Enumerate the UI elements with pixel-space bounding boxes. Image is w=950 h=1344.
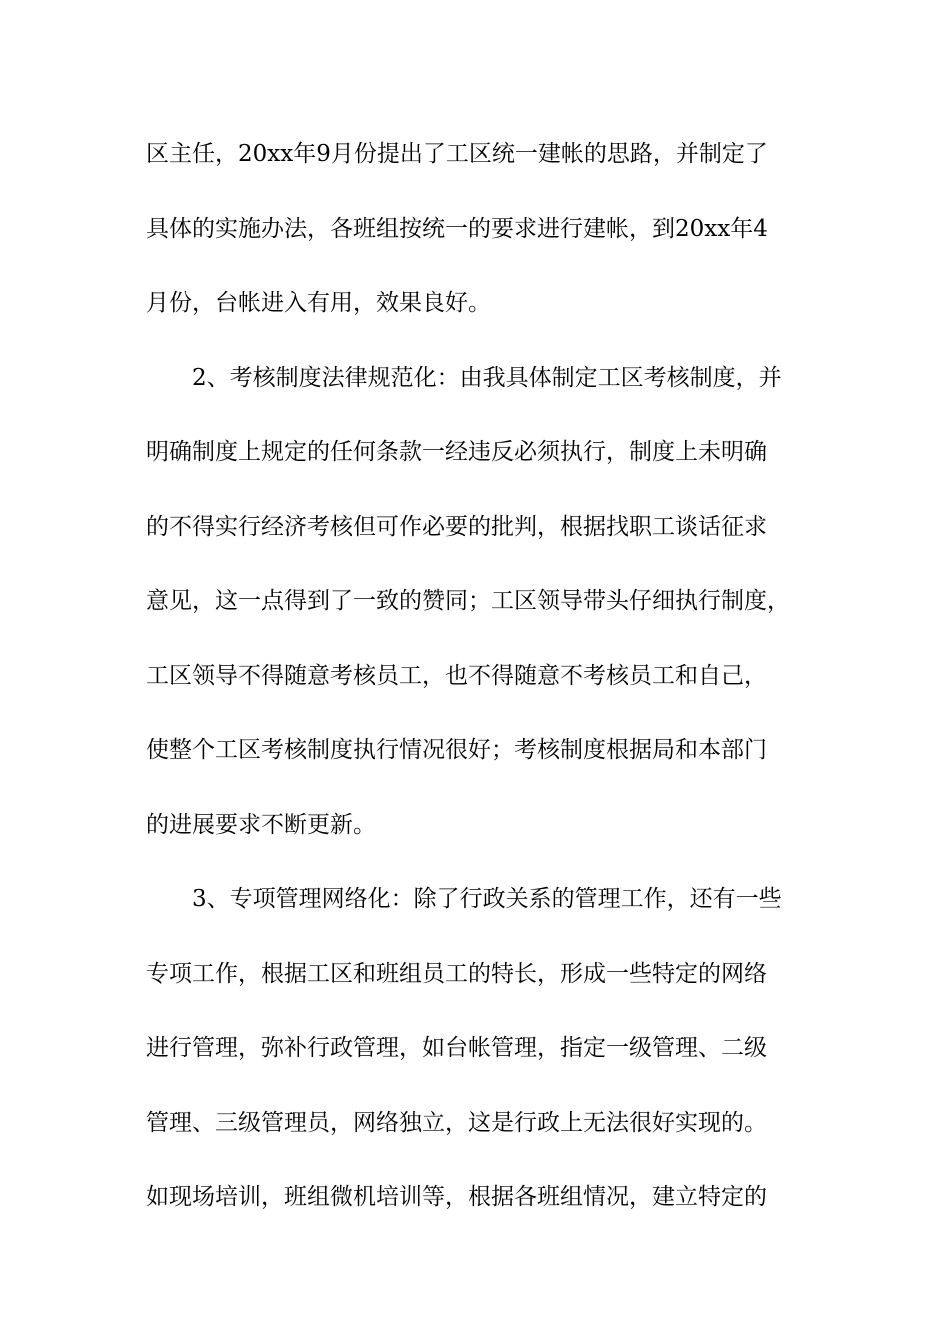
text-line: 如现场培训，班组微机培训等，根据各班组情况，建立特定的 [146,1184,767,1210]
text-line: 区主任，20xx年9月份提出了工区统一建帐的思路，并制定了 [146,141,768,167]
text-line: 意见，这一点得到了一致的赞同；工区领导带头仔细执行制度， [146,588,790,614]
text-line: 工区领导不得随意考核员工，也不得随意不考核员工和自己， [146,662,767,689]
text-line: 使整个工区考核制度执行情况很好；考核制度根据局和本部门 [146,737,767,763]
text-line: 进行管理，弥补行政管理，如台帐管理，指定一级管理、二级 [146,1035,767,1061]
text-line: 明确制度上规定的任何条款一经违反必须执行，制度上未明确 [146,439,767,465]
text-line: 管理、三级管理员，网络独立，这是行政上无法很好实现的。 [146,1109,767,1136]
text-line: 具体的实施办法，各班组按统一的要求进行建帐，到20xx年4 [146,215,768,242]
paragraph-start-line: 2、考核制度法律规范化：由我具体制定工区考核制度，并 [192,364,782,391]
text-line: 月份，台帐进入有用，效果良好。 [146,290,491,316]
paragraph-start-line: 3、专项管理网络化：除了行政关系的管理工作，还有一些 [192,886,782,912]
text-line: 的不得实行经济考核但可作必要的批判，根据找职工谈话征求 [146,513,767,540]
text-line: 的进展要求不断更新。 [146,811,376,838]
text-line: 专项工作，根据工区和班组员工的特长，形成一些特定的网络 [146,960,767,987]
document-body [146,132,826,1250]
